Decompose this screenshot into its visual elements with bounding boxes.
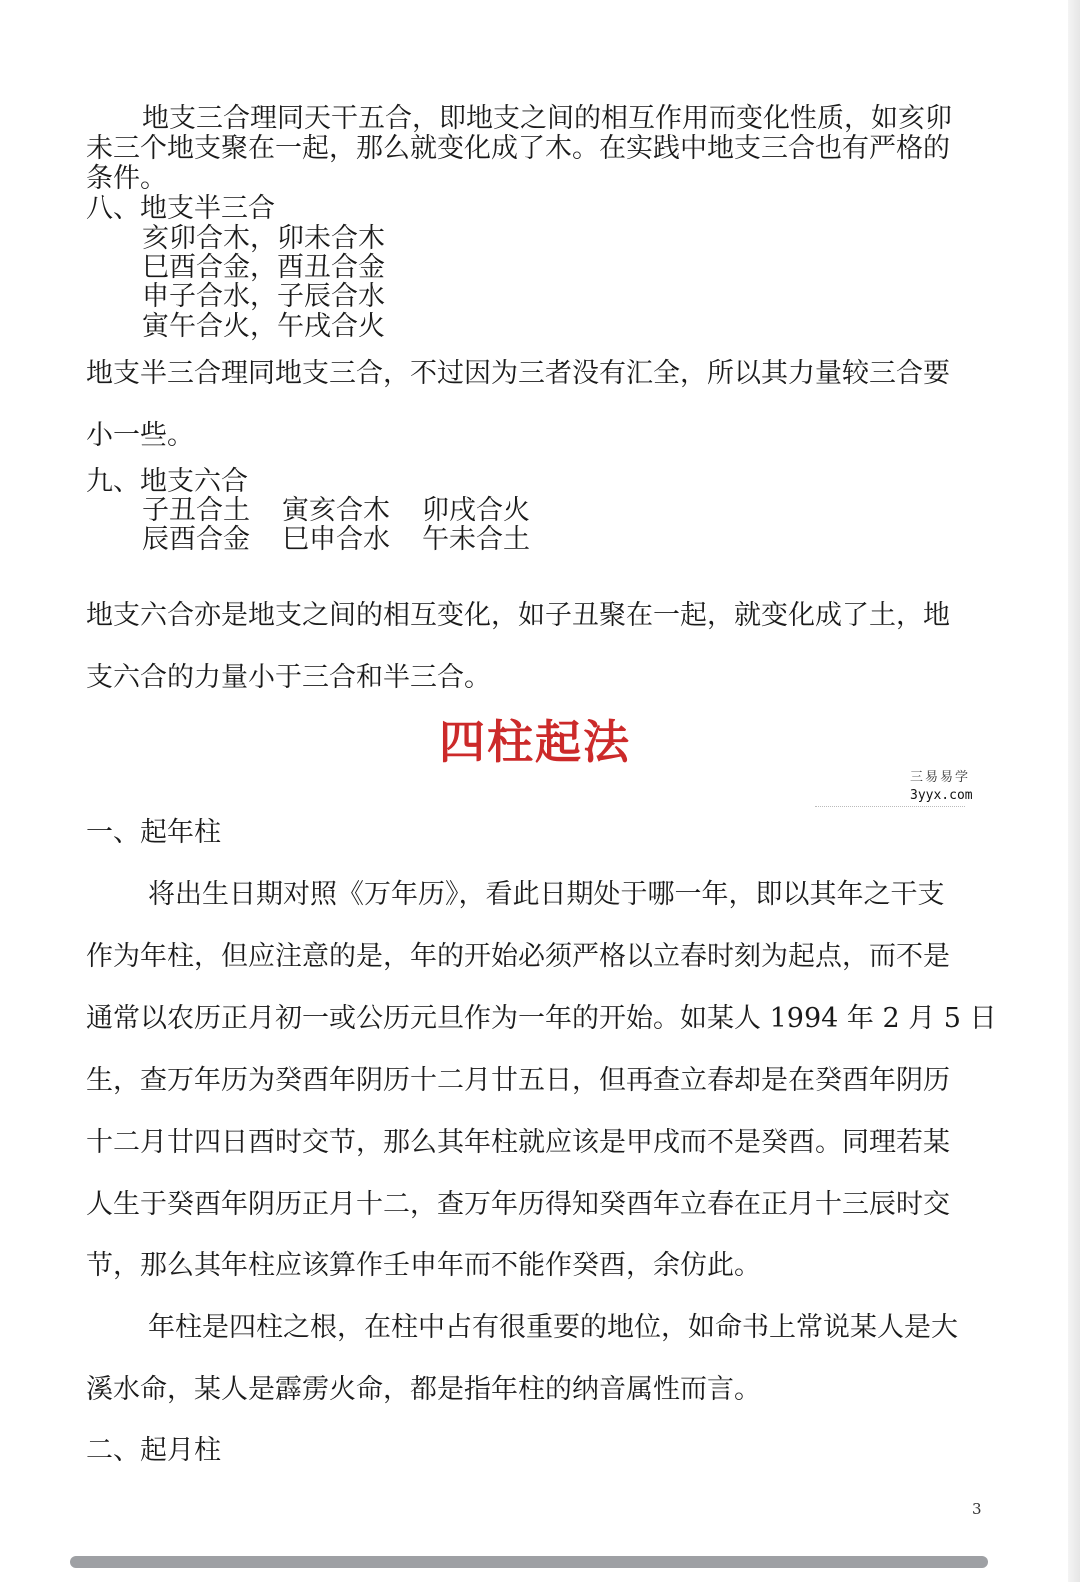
page-number: 3 [972,1500,982,1518]
page-edge [1068,0,1080,1582]
text-line: 生，查万年历为癸酉年阴历十二月廿五日，但再查立春却是在癸酉年阴历 [86,1065,950,1096]
text-line: 寅午合火，午戌合火 [142,311,385,342]
text-item: 辰酉合金 [142,524,250,555]
watermark-text: 三易易学 [910,770,971,785]
watermark-divider [815,806,965,807]
text-line: 将出生日期对照《万年历》，看此日期处于哪一年，即以其年之干支 [148,879,945,910]
section-heading: 九、地支六合 [86,466,248,497]
horizontal-scrollbar[interactable] [70,1556,988,1568]
text-line: 十二月廿四日酉时交节，那么其年柱就应该是甲戌而不是癸酉。同理若某 [86,1127,950,1158]
text-item: 巳申合水 [282,524,390,555]
text-line: 人生于癸酉年阴历正月十二，查万年历得知癸酉年立春在正月十三辰时交 [86,1189,950,1220]
text-line: 年柱是四柱之根，在柱中占有很重要的地位，如命书上常说某人是大 [148,1312,958,1343]
watermark-url: 3yyx.com [910,788,973,803]
section-heading: 八、地支半三合 [86,193,275,224]
text-line: 地支三合理同天干五合，即地支之间的相互作用而变化性质，如亥卯 [142,103,952,134]
text-item: 寅亥合木 [282,495,390,526]
text-item: 子丑合土 [142,495,250,526]
text-line: 作为年柱，但应注意的是，年的开始必须严格以立春时刻为起点，而不是 [86,941,950,972]
chapter-title: 四柱起法 [439,715,631,769]
text-line: 溪水命，某人是霹雳火命，都是指年柱的纳音属性而言。 [86,1374,761,1405]
text-line: 条件。 [86,163,167,194]
liuhe-row [142,525,1042,555]
section-heading: 二、起月柱 [86,1435,221,1466]
text-item: 午未合土 [422,524,530,555]
text-line: 地支六合亦是地支之间的相互变化，如子丑聚在一起，就变化成了土，地 [86,600,950,631]
text-line: 通常以农历正月初一或公历元旦作为一年的开始。如某人 1994 年 2 月 5 日 [86,1003,997,1034]
liuhe-row [142,496,1042,526]
section-heading: 一、起年柱 [86,817,221,848]
text-line: 亥卯合木，卯未合木 [142,223,385,254]
text-line: 节，那么其年柱应该算作壬申年而不能作癸酉，余仿此。 [86,1250,761,1281]
text-line: 地支半三合理同地支三合，不过因为三者没有汇全，所以其力量较三合要 [86,358,950,389]
text-item: 卯戌合火 [422,495,530,526]
text-line: 申子合水，子辰合水 [142,281,385,312]
text-line: 支六合的力量小于三合和半三合。 [86,662,491,693]
text-line: 小一些。 [86,420,194,451]
text-line: 未三个地支聚在一起，那么就变化成了木。在实践中地支三合也有严格的 [86,133,950,164]
text-line: 巳酉合金，酉丑合金 [142,252,385,283]
